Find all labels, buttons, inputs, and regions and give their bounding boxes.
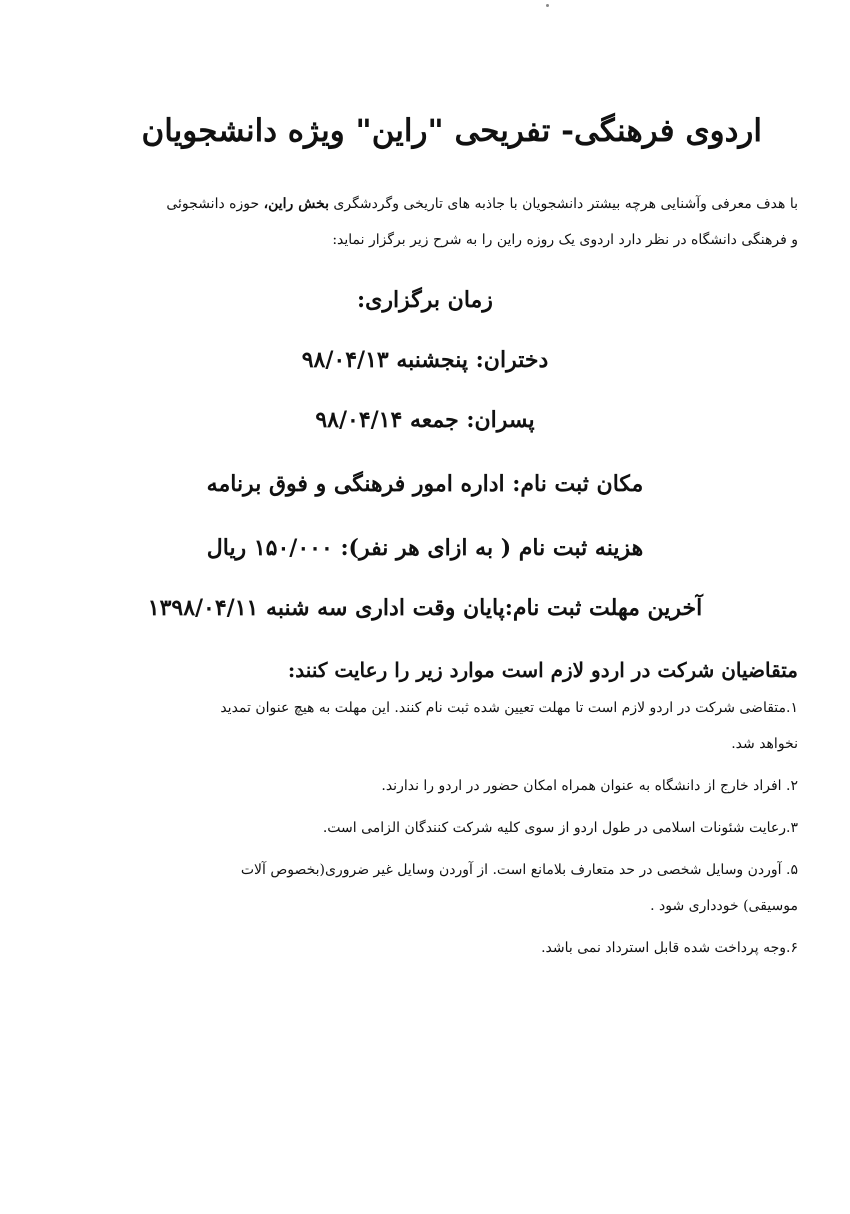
rule-4-line-1: ۵. آوردن وسایل شخصی در حد متعارف بلامانع است. از آوردن وسایل غیر ضروری(بخصوص آلات xyxy=(240,862,798,878)
rule-3-line-1: ۳.رعایت شئونات اسلامی در طول اردو از سوی کلیه شرکت کنندگان الزامی است. xyxy=(322,820,798,836)
document-title: اردوی فرهنگی- تفریحی "راین" ویژه دانشجویان xyxy=(141,113,762,149)
requirements-heading: متقاضیان شرکت در اردو لازم است موارد زیر را رعایت کنند: xyxy=(287,658,798,682)
intro-paragraph xyxy=(78,186,798,258)
rule-5-line-1: ۶.وجه پرداخت شده قابل استرداد نمی باشد. xyxy=(541,940,798,956)
rule-4-line-2: موسیقی) خودداری شود . xyxy=(650,898,798,914)
registration-fee: هزینه ثبت نام ( به ازای هر نفر): ۱۵۰/۰۰۰ ریال xyxy=(206,535,644,561)
intro-line-1 xyxy=(78,186,798,222)
rule-1-line-2: نخواهد شد. xyxy=(731,736,798,752)
rule-2-line-1: ۲. افراد خارج از دانشگاه به عنوان همراه امکان حضور در اردو را ندارند. xyxy=(381,778,798,794)
registration-place: مکان ثبت نام: اداره امور فرهنگی و فوق برنامه xyxy=(206,471,644,497)
schedule-heading: زمان برگزاری: xyxy=(357,287,493,313)
rules-list xyxy=(78,690,798,966)
rule-item xyxy=(78,690,798,762)
rule-item xyxy=(78,768,798,804)
rule-item xyxy=(78,852,798,924)
girls-date: دختران: پنجشنبه ۹۸/۰۴/۱۳ xyxy=(301,347,549,373)
intro-line-2: و فرهنگی دانشگاه در نظر دارد اردوی یک روزه راین را به شرح زیر برگزار نماید: xyxy=(332,232,798,248)
rule-item xyxy=(78,810,798,846)
rule-1-line-1: ۱.متقاضی شرکت در اردو لازم است تا مهلت تعیین شده ثبت نام کنند. این مهلت به هیچ عنوان تمدید xyxy=(220,700,798,716)
boys-date: پسران: جمعه ۹۸/۰۴/۱۴ xyxy=(315,407,535,433)
rule-item xyxy=(78,930,798,966)
intro-line-1-part-1: با هدف معرفی وآشنایی هرچه بیشتر دانشجویان با جاذبه های تاریخی وگردشگری xyxy=(328,196,798,212)
scan-speck xyxy=(546,4,549,7)
registration-deadline: آخرین مهلت ثبت نام:پایان وقت اداری سه شنبه ۱۳۹۸/۰۴/۱۱ xyxy=(147,595,703,621)
intro-line-1-bold: بخش راین، xyxy=(263,196,329,212)
intro-line-1-part-2: حوزه دانشجوئی xyxy=(166,196,264,212)
